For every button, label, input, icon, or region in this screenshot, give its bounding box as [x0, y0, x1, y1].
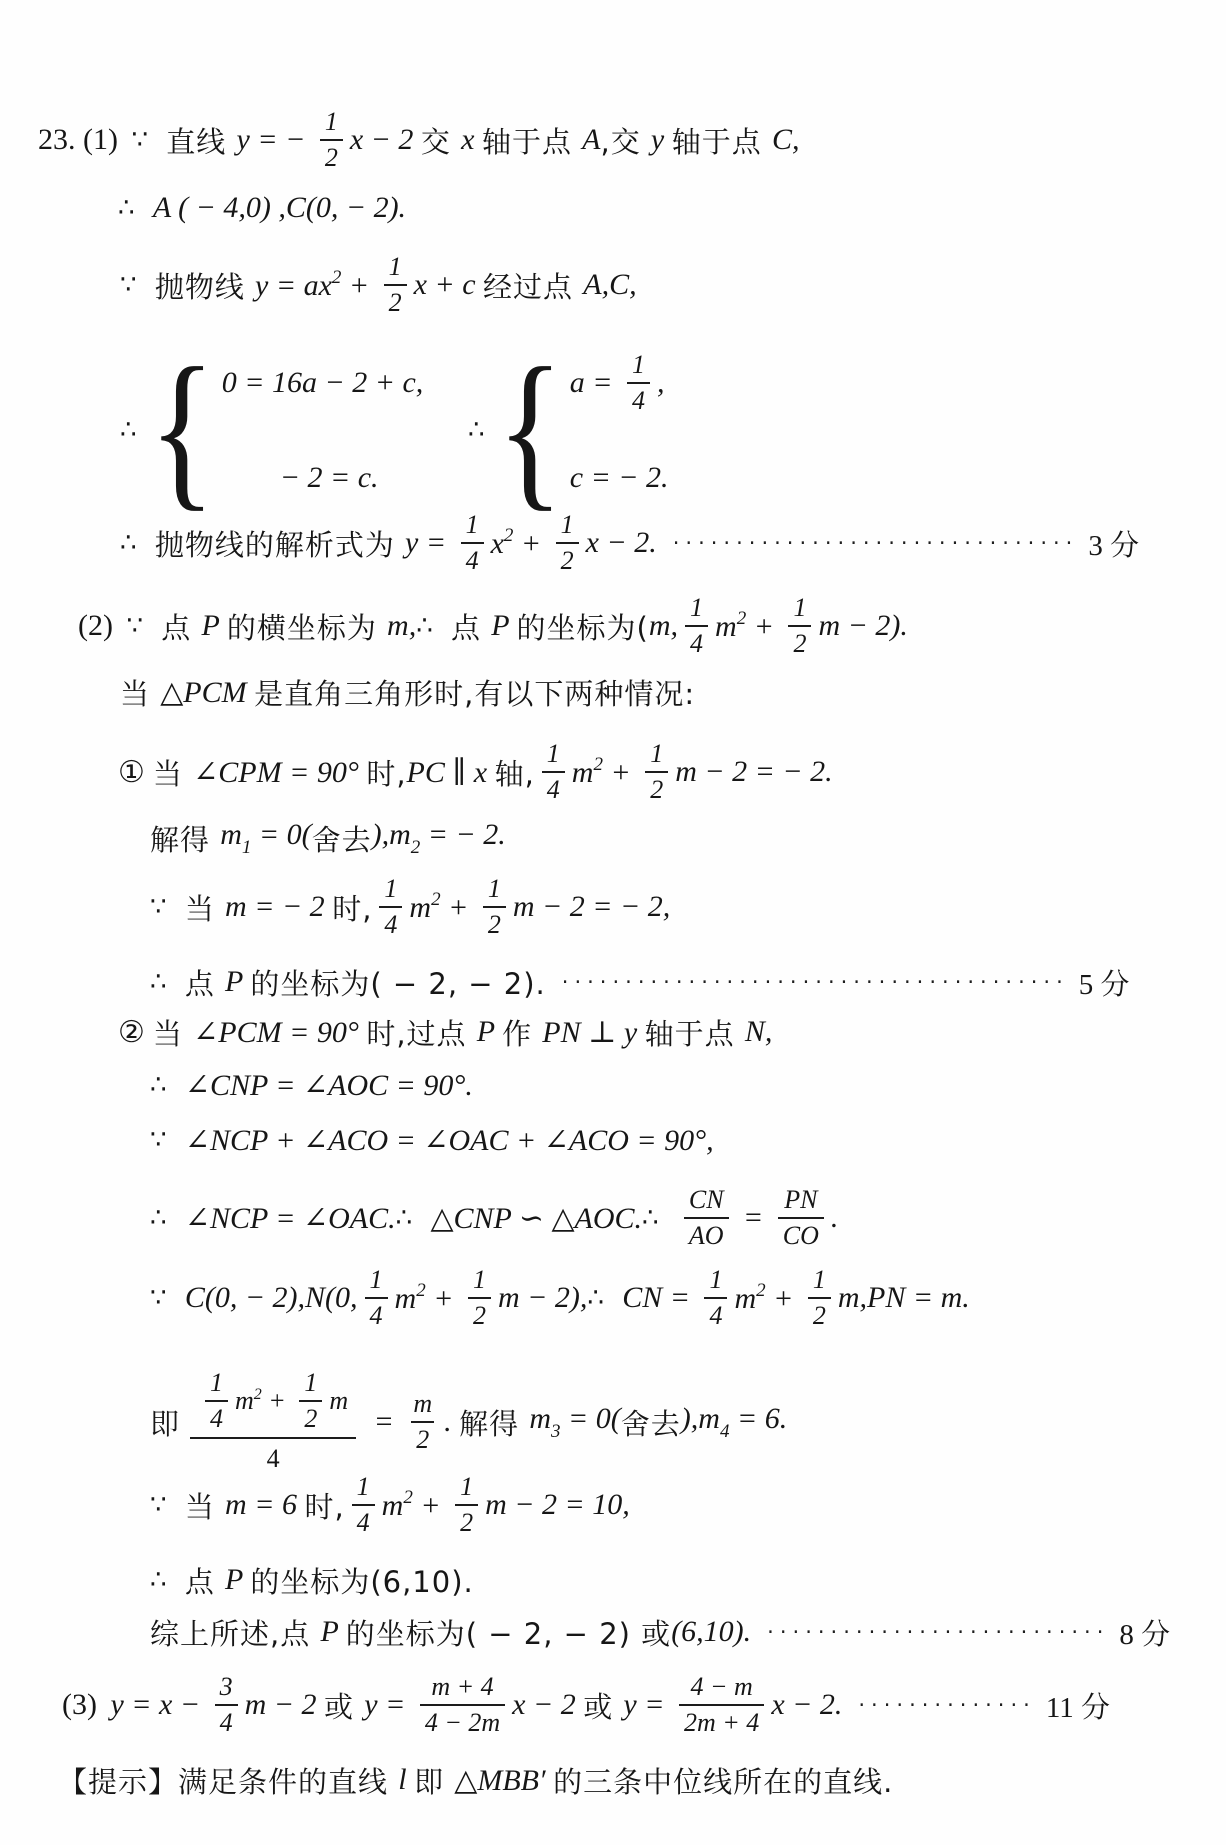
therefore-symbol: ∴ [395, 1203, 421, 1233]
solution-line-10 [150, 867, 670, 947]
equation-row: , [657, 365, 665, 399]
math-segment: m [329, 1386, 349, 1415]
therefore-symbol: ∴ [587, 1283, 613, 1313]
superscript: 2 [416, 1280, 426, 1301]
numerator: 1 [546, 739, 560, 768]
math-base: + [261, 1386, 293, 1415]
math-segment: m = − 2 [225, 890, 333, 923]
fraction [352, 1474, 375, 1536]
math-segment: y = [364, 1688, 413, 1721]
math-segment: x − 2 [512, 1688, 584, 1721]
fraction [704, 1267, 727, 1329]
fraction [483, 876, 506, 938]
math-segment: m,PN = m. [837, 1281, 970, 1314]
cn-segment: 的坐标为( − 2, − 2) [345, 1616, 642, 1651]
math-segment [491, 525, 549, 561]
solution-line-19 [150, 1558, 474, 1602]
therefore-symbol: ∴ [150, 1203, 175, 1233]
denominator: 2 [808, 1297, 831, 1329]
numerator: CN [688, 1185, 724, 1214]
subscript: 1 [241, 836, 252, 858]
math-segment: = [366, 1405, 402, 1438]
math-segment: ∠CPM = 90° [193, 755, 367, 789]
solution-line-16 [150, 1258, 970, 1338]
math-base: ),m [371, 817, 411, 851]
math-base: = 0( [251, 817, 312, 851]
fraction [808, 1267, 831, 1329]
math-segment: m − 2). [818, 609, 908, 642]
math-segment: C(0, − 2),N(0, [184, 1281, 358, 1314]
fraction [685, 595, 708, 657]
denominator: 2 [455, 1504, 478, 1536]
math-base: m [235, 1386, 254, 1415]
superscript: 2 [431, 889, 441, 910]
cn-segment: 点 [184, 1564, 226, 1599]
fraction [320, 109, 343, 171]
math-segment [572, 754, 638, 790]
math-segment: ∠NCP = ∠OAC. [184, 1201, 396, 1235]
numerator: 1 [210, 1368, 224, 1397]
left-brace: { [148, 332, 216, 527]
because-symbol: ∵ [126, 611, 152, 641]
denominator: 2 [645, 771, 668, 803]
case-2-line [118, 1010, 772, 1054]
therefore-symbol: ∴ [150, 967, 175, 997]
math-segment: y = x − [110, 1688, 208, 1721]
case-1-line [118, 732, 833, 812]
math-segment: x [461, 123, 482, 156]
denominator: 4 [704, 1297, 727, 1329]
fraction [778, 1187, 824, 1249]
denominator: 4 [379, 906, 402, 938]
math-segment [220, 818, 311, 859]
cn-segment: 的三条中位线所在的直线. [553, 1764, 894, 1799]
math-segment: PN ⊥ y [542, 1015, 645, 1049]
math-base: m [529, 1401, 552, 1435]
math-segment: m = 6 [225, 1488, 305, 1521]
math-segment: P [201, 609, 227, 642]
math-segment: x + c [413, 268, 484, 301]
system-rows [222, 335, 424, 525]
hint-line [58, 1758, 893, 1802]
subscript: 3 [551, 1420, 561, 1442]
math-segment: m − 2 [244, 1688, 325, 1721]
numerator: 3 [219, 1672, 233, 1701]
denominator: 2 [299, 1400, 322, 1432]
cn-segment: 或 [583, 1689, 624, 1724]
denominator: 2 [411, 1421, 434, 1453]
math-base: + [341, 269, 377, 302]
cn-segment: 时, [304, 1489, 345, 1524]
cn-segment: 即 [150, 1406, 181, 1441]
equation-system-right [468, 332, 669, 527]
cn-segment: 经过点 [483, 269, 584, 304]
fraction [379, 876, 402, 938]
math-segment: P [225, 965, 251, 998]
denominator: 2 [788, 625, 811, 657]
math-segment: y = [405, 526, 454, 559]
cn-segment: 当 [152, 756, 194, 791]
system-rows [570, 335, 669, 525]
cn-segment: 抛物线 [154, 269, 256, 304]
numerator: 1 [304, 1368, 318, 1397]
fraction [299, 1370, 322, 1432]
score-label: 11 分 [1045, 1691, 1111, 1724]
math-segment: x − 2. [771, 1688, 843, 1721]
denominator: 4 [352, 1504, 375, 1536]
score-label: 8 分 [1119, 1618, 1171, 1651]
math-segment [235, 1386, 292, 1416]
denominator: 4 [205, 1400, 228, 1432]
math-segment: m − 2), [497, 1281, 588, 1314]
superscript: 2 [503, 525, 514, 546]
math-segment: P [476, 1015, 503, 1048]
equation-system-left [120, 332, 424, 527]
math-base: x [490, 527, 504, 560]
dotted-leader: ·············· [858, 1693, 1036, 1717]
because-symbol: ∵ [120, 270, 145, 300]
math-segment: △CNP ∽ △AOC. [430, 1201, 643, 1235]
math-base: + [412, 1489, 449, 1522]
math-base: m [394, 1282, 417, 1315]
fraction [384, 254, 407, 316]
part-3-line [62, 1665, 1110, 1745]
numerator: 1 [460, 1472, 474, 1501]
because-symbol: ∵ [150, 892, 175, 922]
cn-segment: 舍去 [620, 1406, 681, 1441]
therefore-symbol: ∴ [416, 611, 442, 641]
fraction [684, 1187, 729, 1249]
math-segment: m − 2 = − 2, [512, 890, 671, 923]
fraction [205, 1370, 228, 1432]
denominator: 4 [685, 625, 708, 657]
cn-segment: ,交 [600, 124, 651, 159]
cn-segment: 时, [332, 891, 373, 926]
superscript: 2 [736, 608, 747, 629]
fraction [365, 1267, 388, 1329]
equation-row: c = − 2. [569, 460, 669, 494]
cn-segment: 直线 [166, 124, 237, 159]
math-base: + [602, 756, 639, 789]
subscript: 4 [719, 1420, 730, 1442]
superscript: 2 [403, 1487, 413, 1508]
denominator: 2 [320, 139, 343, 171]
numerator: 1 [690, 593, 704, 622]
equation-row: 0 = 16a − 2 + c, [221, 365, 424, 399]
cn-segment: 轴于点 [644, 1016, 745, 1051]
cn-segment: 轴于点 [671, 124, 772, 159]
cn-segment: 或 [641, 1616, 672, 1651]
solution-line-2 [118, 186, 406, 230]
math-segment: CN = [622, 1281, 698, 1314]
therefore-symbol: ∴ [118, 193, 143, 223]
equation-row: a = [569, 365, 620, 399]
denominator: 2m + 4 [679, 1704, 764, 1736]
cn-segment: 是直角三角形时,有以下两种情况: [254, 676, 696, 711]
numerator: m + 4 [431, 1672, 494, 1701]
cn-segment: 交 [420, 124, 462, 159]
math-segment: ∠PCM = 90° [193, 1015, 367, 1049]
solution-line-11 [150, 960, 1130, 1004]
cn-segment: 点 [184, 966, 226, 1001]
fraction [461, 512, 484, 574]
numerator: 1 [465, 510, 479, 539]
math-segment: P [491, 609, 517, 642]
math-base: + [765, 1282, 801, 1315]
cn-segment: 作 [502, 1016, 543, 1051]
solution-line-5 [120, 503, 1139, 583]
math-segment [734, 1280, 800, 1316]
cn-segment: 点 [161, 610, 202, 645]
math-segment [715, 608, 781, 644]
therefore-symbol: ∴ [120, 528, 145, 558]
math-segment: x − 2 [349, 123, 421, 156]
therefore-symbol: ∴ [150, 1565, 175, 1595]
denominator: CO [778, 1217, 824, 1249]
math-segment: y [650, 123, 672, 156]
numerator: m [413, 1389, 433, 1418]
fraction [679, 1674, 764, 1736]
math-segment: . [444, 1405, 460, 1438]
cn-segment: 的坐标为(6,10). [250, 1564, 474, 1599]
math-segment: m, [387, 609, 417, 642]
math-segment: A,C, [583, 268, 637, 301]
math-segment [382, 1487, 448, 1523]
math-segment: A [582, 123, 601, 156]
cn-segment: 即 [414, 1764, 455, 1799]
fraction [627, 349, 650, 415]
because-symbol: ∵ [150, 1283, 175, 1313]
math-segment [529, 1402, 620, 1443]
math-segment: PC ∥ x [406, 755, 495, 789]
math-base: m [409, 891, 432, 924]
math-base: = 0( [560, 1401, 621, 1435]
math-segment: P [320, 1615, 346, 1648]
equation-row: − 2 = c. [279, 460, 379, 494]
fraction [408, 1391, 437, 1453]
denominator: 4 [542, 771, 565, 803]
math-base: m [734, 1282, 757, 1315]
solution-line-13 [150, 1063, 473, 1107]
math-segment: ∠CNP = ∠AOC = 90°. [184, 1068, 473, 1102]
numerator: PN [784, 1185, 818, 1214]
math-base: + [513, 527, 549, 560]
math-segment: = [735, 1201, 771, 1234]
cn-segment: 的坐标为( − 2, − 2). [250, 966, 546, 1001]
denominator: 4 [365, 1297, 388, 1329]
denominator: 4 [461, 542, 484, 574]
solution-line-6 [78, 586, 908, 666]
math-segment: △PCM [160, 675, 255, 709]
denominator: AO [684, 1217, 729, 1249]
part-number: (2) [78, 609, 121, 642]
math-segment [681, 1402, 787, 1443]
cn-segment: 点 [451, 610, 492, 645]
denominator: 2 [483, 906, 506, 938]
fraction [645, 741, 668, 803]
left-brace: { [496, 332, 564, 527]
superscript: 2 [593, 754, 603, 775]
numerator: 1 [324, 107, 338, 136]
fraction [788, 595, 811, 657]
math-segment: A ( − 4,0) ,C(0, − 2). [152, 191, 407, 224]
solution-line-18 [150, 1465, 630, 1545]
cn-segment: 或 [324, 1689, 365, 1724]
math-segment [372, 818, 506, 859]
superscript: 2 [331, 267, 342, 288]
math-segment: l [398, 1763, 415, 1796]
numerator: 1 [384, 874, 398, 903]
math-segment: P [225, 1563, 251, 1596]
numerator: 1 [487, 874, 501, 903]
math-segment: △MBB′ [454, 1763, 554, 1797]
numerator: 1 [472, 1265, 486, 1294]
therefore-symbol: ∴ [468, 415, 485, 445]
dotted-leader: ································ [672, 531, 1079, 555]
math-segment: ∠NCP + ∠ACO = ∠OAC + ∠ACO = 90°, [184, 1123, 714, 1157]
denominator: 2 [468, 1297, 491, 1329]
dotted-leader: ········································ [561, 970, 1069, 994]
math-base: ),m [680, 1401, 720, 1435]
math-segment [395, 1280, 461, 1316]
math-segment: m − 2 = − 2. [675, 755, 833, 788]
math-base: m [571, 756, 594, 789]
math-base: m [381, 1489, 404, 1522]
math-segment: m − 2 = 10, [485, 1488, 630, 1521]
dotted-leader: ··························· [767, 1620, 1110, 1644]
cn-segment: 轴, [494, 756, 535, 791]
because-symbol: ∵ [150, 1125, 175, 1155]
cn-segment: 的坐标为( [516, 610, 649, 645]
math-base: m [715, 610, 737, 643]
solution-line-3 [120, 245, 637, 325]
denominator: 2 [384, 284, 407, 316]
cn-segment: 抛物线的解析式为 [154, 527, 406, 562]
cn-segment: 舍去 [311, 822, 372, 857]
part-number: (3) [62, 1688, 105, 1721]
math-segment: y = − [236, 123, 313, 156]
because-symbol: ∵ [150, 1490, 175, 1520]
numerator: 1 [632, 349, 645, 379]
math-base: m [220, 817, 242, 851]
fraction [420, 1674, 505, 1736]
math-base: + [425, 1282, 461, 1315]
math-segment: m, [648, 609, 679, 642]
math-segment: x − 2. [585, 526, 657, 559]
therefore-symbol: ∴ [150, 1070, 175, 1100]
cn-segment: 【提示】满足条件的直线 [58, 1764, 399, 1799]
big-fraction [190, 1370, 356, 1474]
cn-segment: 当 [184, 1489, 226, 1524]
math-segment: y = [623, 1688, 672, 1721]
because-symbol: ∵ [131, 125, 157, 155]
big-fraction-denominator: 4 [190, 1437, 356, 1474]
score-label: 5 分 [1078, 968, 1130, 1001]
numerator: 1 [560, 510, 574, 539]
denominator: 2 [556, 542, 579, 574]
cn-segment: 的横坐标为 [226, 610, 388, 645]
math-segment: N, [744, 1015, 773, 1048]
circled-two: ② [118, 1014, 145, 1050]
math-segment: C, [771, 123, 800, 156]
fraction [215, 1674, 238, 1736]
math-segment: (6,10). [671, 1615, 752, 1648]
big-fraction-numerator [190, 1370, 356, 1437]
solution-line-7 [120, 670, 695, 714]
math-base: = − 2. [420, 817, 506, 851]
score-label: 3 分 [1088, 529, 1140, 562]
solution-line-1 [38, 100, 799, 180]
cn-segment: 当 [184, 891, 226, 926]
therefore-symbol: ∴ [120, 415, 137, 445]
numerator: 4 − m [690, 1672, 753, 1701]
cn-segment: 时, [366, 756, 407, 791]
cn-segment: 综上所述,点 [150, 1616, 321, 1651]
math-segment: . [830, 1201, 839, 1234]
solution-line-15 [150, 1178, 838, 1258]
numerator: 1 [812, 1265, 826, 1294]
fraction [556, 512, 579, 574]
therefore-symbol: ∴ [642, 1203, 667, 1233]
circled-one: ① [118, 754, 145, 790]
superscript: 2 [253, 1386, 262, 1403]
cn-segment: 当 [120, 676, 161, 711]
math-segment [409, 889, 475, 925]
cn-segment: 时,过点 [366, 1016, 477, 1051]
numerator: 1 [650, 739, 664, 768]
subscript: 2 [410, 836, 421, 858]
math-base: = 6. [729, 1401, 788, 1435]
denominator: 4 [215, 1704, 238, 1736]
math-segment [255, 267, 377, 303]
solve-line-1 [150, 816, 506, 860]
cn-segment: 当 [152, 1016, 194, 1051]
cn-segment: 解得 [459, 1406, 530, 1441]
math-base: + [746, 610, 782, 643]
numerator: 1 [793, 593, 807, 622]
numerator: 1 [388, 252, 402, 281]
cn-segment: 轴于点 [481, 124, 583, 159]
denominator: 4 − 2m [420, 1704, 505, 1736]
math-base: y = ax [255, 269, 332, 302]
numerator: 1 [356, 1472, 370, 1501]
math-base: + [440, 891, 476, 924]
fraction [455, 1474, 478, 1536]
numerator: 1 [709, 1265, 723, 1294]
fraction [542, 741, 565, 803]
numerator: 1 [369, 1265, 383, 1294]
fraction [468, 1267, 491, 1329]
superscript: 2 [756, 1280, 766, 1301]
solution-line-14 [150, 1118, 714, 1162]
problem-number: 23. (1) [38, 123, 126, 156]
summary-line [150, 1610, 1170, 1654]
denominator: 4 [627, 382, 650, 414]
cn-segment: 解得 [150, 822, 221, 857]
